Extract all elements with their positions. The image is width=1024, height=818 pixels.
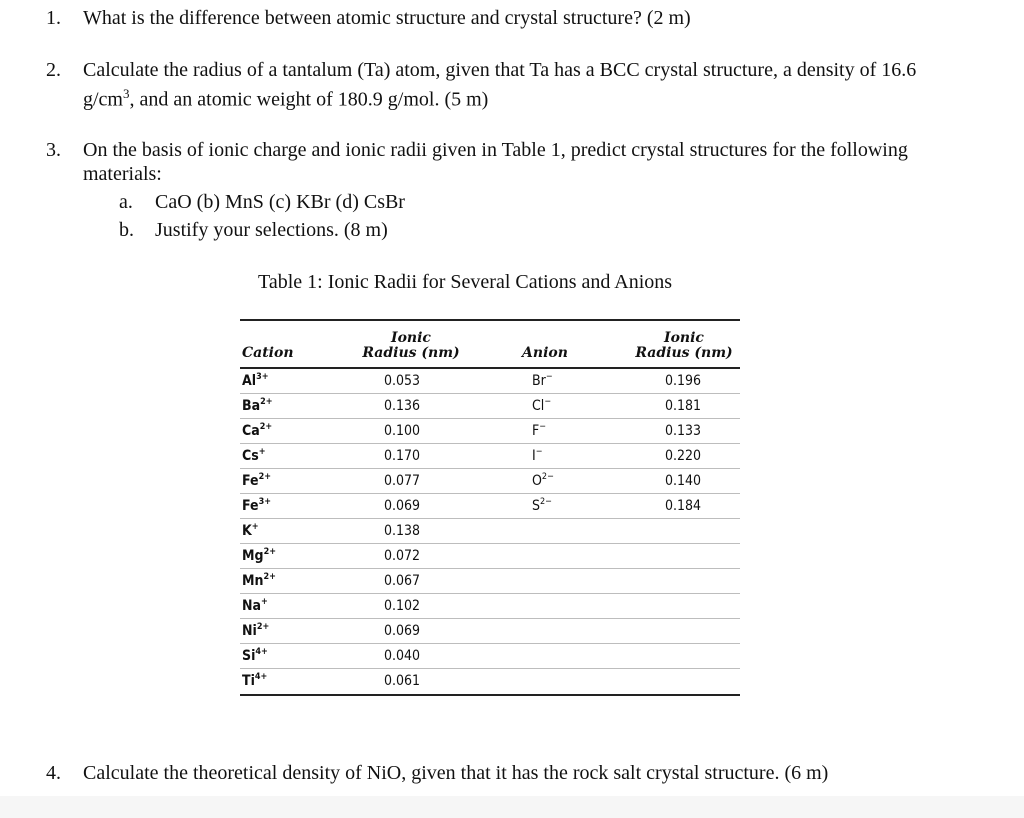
cell-cation-radius: 0.072 [384,547,421,564]
table-row [240,444,740,469]
table-row [240,394,740,419]
cell-cation-charge: 3+ [256,371,269,382]
cell-cation-symbol: Ti [242,672,255,689]
table-row [240,644,740,669]
cell-cation [242,548,276,565]
cell-cation-charge: + [261,596,268,607]
table-row [240,569,740,594]
table-row [240,494,740,519]
cell-anion [532,423,546,440]
cell-anion-radius: 0.184 [665,497,702,514]
cell-cation-symbol: Ni [242,622,257,639]
question-2-text-part1: Calculate the radius of a tantalum (Ta) atom, given that Ta has a BCC crystal structure, a density of 16.6 g/cm [83,59,917,111]
cell-cation [242,648,268,665]
question-4-text: Calculate the theoretical density of NiO, given that it has the rock salt crystal structure. (6 m) [83,762,829,784]
question-2-superscript: 3 [123,86,130,101]
subitem-b-label: b. [119,219,134,241]
cell-anion-charge: 2− [540,496,552,507]
cell-cation [242,423,272,440]
table-row [240,469,740,494]
cell-cation [242,373,268,390]
table-body [240,369,740,694]
cell-cation-radius: 0.077 [384,472,421,489]
subitem-a-label: a. [119,191,133,213]
cell-cation-radius: 0.102 [384,597,421,614]
cell-cation-symbol: K [242,522,252,539]
question-4 [46,761,953,785]
cell-anion-radius: 0.196 [665,372,702,389]
table-row [240,369,740,394]
cell-cation-radius: 0.053 [384,372,421,389]
table-row [240,419,740,444]
cell-cation-symbol: Ca [242,422,260,439]
question-3 [46,138,953,186]
cell-cation-charge: 4+ [255,646,268,657]
subitem-a-text: CaO (b) MnS (c) KBr (d) CsBr [155,191,405,213]
cell-anion-symbol: Cl [532,397,545,414]
cell-cation [242,473,271,490]
table-row [240,519,740,544]
header-radius-cation-line2: Radius (nm) [362,345,460,361]
cell-anion [532,473,554,490]
header-cation: Cation [242,345,294,361]
question-1-number: 1. [46,7,61,29]
cell-cation-symbol: Fe [242,497,259,514]
question-2 [46,58,953,112]
cell-anion [532,398,551,415]
cell-anion-radius: 0.220 [665,447,702,464]
header-radius-cation-line1: Ionic [391,330,431,346]
cell-cation-symbol: Na [242,597,262,614]
cell-cation-radius: 0.138 [384,522,421,539]
cell-anion-radius: 0.181 [665,397,702,414]
cell-anion [532,373,553,390]
header-radius-anion [634,331,734,361]
table-row [240,619,740,644]
cell-cation [242,623,269,640]
cell-cation [242,398,273,415]
cell-anion-symbol: F [532,422,540,439]
cell-cation-symbol: Ba [242,397,261,414]
page-footer-strip [0,796,1024,818]
cell-cation-charge: 4+ [254,671,268,682]
cell-cation-radius: 0.136 [384,397,421,414]
cell-anion [532,448,543,465]
cell-anion-symbol: I [532,447,536,464]
cell-cation-radius: 0.069 [384,622,421,639]
cell-anion [532,498,552,515]
cell-cation-charge: 2+ [259,421,273,432]
header-radius-anion-line1: Ionic [664,330,704,346]
question-4-number: 4. [46,762,61,784]
cell-cation-charge: + [258,446,266,457]
ionic-radii-table [240,319,740,696]
question-3-number: 3. [46,139,61,161]
table-caption: Table 1: Ionic Radii for Several Cations and Anions [258,271,673,293]
cell-cation-radius: 0.069 [384,497,421,514]
subitem-b-text: Justify your selections. (8 m) [155,219,388,241]
header-radius-cation [358,331,464,361]
cell-anion-charge: − [535,446,543,457]
cell-cation [242,573,276,590]
cell-cation-symbol: Mg [242,547,264,564]
cell-anion-charge: 2− [541,471,554,482]
header-anion: Anion [522,345,568,361]
cell-cation-charge: 2+ [263,571,276,582]
cell-cation-radius: 0.170 [384,447,421,464]
cell-cation [242,598,268,615]
cell-cation [242,448,266,465]
question-2-text-part2: , and an atomic weight of 180.9 g/mol. (5 m) [129,88,489,111]
cell-cation-charge: 2+ [260,396,273,407]
cell-cation-charge: 2+ [258,471,272,482]
cell-cation-charge: 2+ [263,546,276,557]
table-row [240,544,740,569]
cell-cation-symbol: Mn [242,572,264,589]
question-2-number: 2. [46,59,61,81]
cell-anion-symbol: S [532,497,540,514]
cell-anion-radius: 0.140 [665,472,702,489]
cell-cation [242,523,259,540]
cell-cation-radius: 0.061 [384,672,421,689]
header-radius-anion-line2: Radius (nm) [635,345,733,361]
cell-cation-radius: 0.040 [384,647,421,664]
cell-anion-charge: − [544,396,552,407]
table-header [240,321,740,367]
cell-cation-radius: 0.067 [384,572,421,589]
cell-cation-charge: + [251,521,259,532]
question-2-text [83,58,953,112]
table-bottom-rule [240,694,740,696]
cell-cation-radius: 0.100 [384,422,421,439]
table-row [240,594,740,619]
cell-cation-symbol: Fe [242,472,259,489]
cell-cation-charge: 2+ [256,621,270,632]
question-1 [46,6,953,30]
cell-cation-symbol: Si [242,647,256,664]
cell-anion-charge: − [545,371,553,382]
question-3-text: On the basis of ionic charge and ionic radii given in Table 1, predict crystal structures for the following materials: [83,139,908,185]
cell-cation-symbol: Al [242,372,257,389]
cell-anion-radius: 0.133 [665,422,702,439]
question-1-text: What is the difference between atomic structure and crystal structure? (2 m) [83,7,691,29]
cell-anion-charge: − [539,421,547,432]
cell-anion-symbol: O [532,472,542,489]
cell-anion-symbol: Br [532,372,546,389]
cell-cation [242,673,267,690]
cell-cation-charge: 3+ [258,496,272,507]
cell-cation-symbol: Cs [242,447,259,464]
table-row [240,669,740,694]
cell-cation [242,498,271,515]
